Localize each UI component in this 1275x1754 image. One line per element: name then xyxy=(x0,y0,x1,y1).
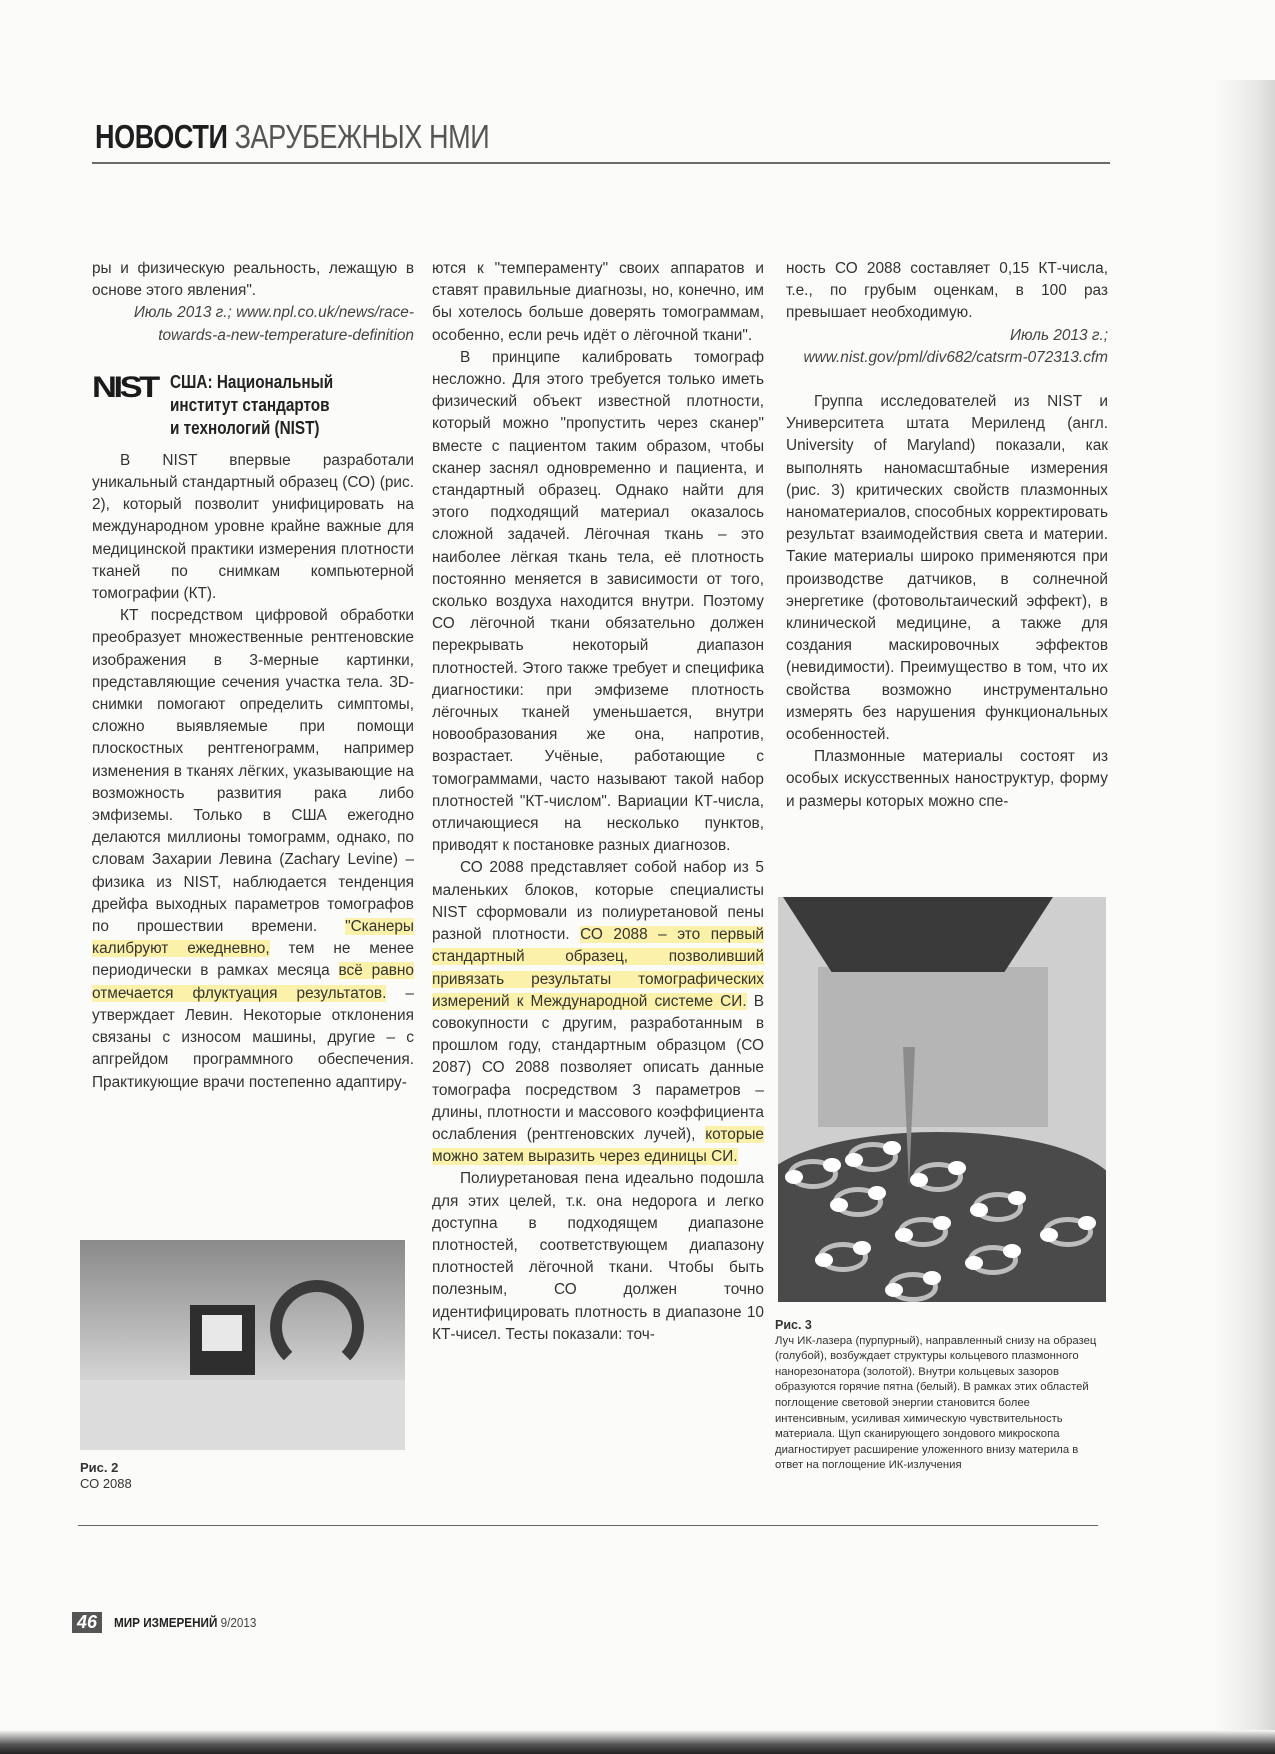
text: тем не менее периодически в рамках месяца xyxy=(92,940,414,980)
laser-beam xyxy=(818,967,1048,1127)
text: КТ посредством цифровой обработки преобразует множественные рентгеновские изображения в 3-мерные картинки, представляющие сечения участка тела. 3D-снимки помогают определить симптомы, сложно выявляемые при помощи плоскостных рентгенограмм, например изменения в тканях лёгких, указывающие на возможность развития рака либо эмфиземы. Только в США ежегодно делаются миллионы томограмм, однако, по словам Захарии Левина (Zachary Levine) – физика из NIST, наблюдается тенденция дрейфа выходных параметров томографов по прошествии времени. xyxy=(92,607,414,936)
figure-caption-text: Луч ИК-лазера (пурпурный), направленный снизу на образец (голубой), возбуждает структуры кольцевого плазмонного нанорезонатора (золотой). Внутри кольцевых зазоров образуются горячие пятна (белый). В рамках этих областей поглощение световой энергии становится более интенсивным, усиливая химическую чувствительность материала. Щуп сканирующего зондового микроскопа диагностирует расширение уложенного внизу материла в ответ на поглощение ИК-излучения xyxy=(775,1334,1097,1472)
highlighted-text: "Сканеры калибруют ежедневно, xyxy=(92,918,414,958)
column-2 xyxy=(432,258,764,1346)
resonator-ring xyxy=(913,1162,963,1192)
text: СО 2088 представляет собой набор из 5 маленьких блоков, которые специалисты NIST сформовали из полиуретановой пены разной плотности. xyxy=(432,859,764,944)
figure-label: Рис. 2 xyxy=(80,1460,119,1475)
bottom-rule xyxy=(78,1525,1098,1526)
paragraph: Группа исследователей из NIST и Университета штата Мериленд (англ. University of Maryland) показали, как выполнять наномасштабные измерения (рис. 3) критических свойств плазмонных наноматериалов, способных корректировать результат взаимодействия света и материи. Такие материалы широко применяются при производстве датчиков, в солнечной энергетике (фотовольтаический эффект), в клинической медицине, а также для создания маскировочных эффектов (невидимости). Преимущество в том, что их свойства возможно инструментально измерять без нарушения функциональных особенностей. xyxy=(786,393,1108,744)
figure-3-caption xyxy=(775,1318,1105,1474)
source-citation: Июль 2013 г.; www.npl.co.uk/news/race-towards-a-new-temperature-definition xyxy=(133,304,414,344)
heading-line: США: Национальный xyxy=(170,371,334,392)
resonator-ring xyxy=(973,1192,1023,1222)
phantom-box xyxy=(190,1305,255,1375)
title-light: ЗАРУБЕЖНЫХ НМИ xyxy=(234,118,490,155)
scan-shadow xyxy=(1215,80,1275,1740)
magazine-name xyxy=(114,1615,256,1630)
figure-3-image xyxy=(778,897,1106,1302)
page-footer xyxy=(72,1612,272,1633)
figure-label: Рис. 3 xyxy=(775,1318,812,1332)
box-label xyxy=(202,1315,242,1351)
figure-2-image xyxy=(80,1240,405,1450)
scan-edge xyxy=(0,1730,1275,1754)
source-citation: Июль 2013 г.; www.nist.gov/pml/div682/catsrm-072313.cfm xyxy=(803,326,1108,366)
highlighted-text: СО 2088 – это первый стандартный образец, позволивший привязать результаты томографических измерений к Международной системе СИ. xyxy=(432,926,764,1010)
heading-line: и технологий (NIST) xyxy=(170,417,320,438)
resonator-ring xyxy=(818,1242,868,1272)
paragraph: Плазмонные материалы состоят из особых искусственных наноструктур, форму и размеры которых можно спе- xyxy=(786,748,1108,810)
highlighted-text: всё равно отмечается флуктуация результатов. xyxy=(92,962,414,1002)
issue-number: 9/2013 xyxy=(220,1615,257,1630)
magazine-title: МИР ИЗМЕРЕНИЙ xyxy=(114,1615,218,1630)
page-title xyxy=(95,118,489,156)
heading-line: институт стандартов xyxy=(170,394,330,415)
figure-caption-text: СО 2088 xyxy=(80,1476,132,1491)
paragraph: В принципе калибровать томограф несложно. Для этого требуется только иметь физический объект известной плотности, который можно "пропустить через сканер" вместе с пациентом таким образом, чтобы сканер заснял одновременно и пациента, и стандартный образец. Однако найти для этого подходящий материал оказалось сложной задачей. Лёгочная ткань – это наиболее лёгкая ткань тела, её плотность постоянно меняется в зависимости от того, сколько воздуха находится внутри. Поэтому СО лёгочной ткани обязательно должен перекрывать некоторый диапазон плотностей. Этого также требует и специфика диагностики: при эмфиземе плотность лёгочных тканей уменьшается, внутри новообразования же она, напротив, возрастает. Учёные, работающие с томограммами, часто называют такой набор плотностей "КТ-числом". Вариации КТ-числа, отличающиеся на несколько пунктов, приводят к постановке разных диагнозов. xyxy=(432,348,764,855)
resonator-ring xyxy=(898,1217,948,1247)
resonator-ring xyxy=(833,1187,883,1217)
probe-tip xyxy=(903,1047,915,1187)
paragraph: Полиуретановая пена идеально подошла для этих целей, т.к. она недорога и легко доступна в подходящем диапазоне плотностей, соответствующем диапазону плотностей лёгочной ткани. Чтобы быть полезным, СО должен точно идентифицировать плотность в диапазоне 10 КТ-чисел. Тесты показали: точ- xyxy=(432,1170,764,1343)
resonator-ring xyxy=(848,1142,898,1172)
text: В совокупности с другим, разработанным в прошлом году, стандартным образцом (СО 2087) СО 2088 позволяет описать данные томографа посредством 3 параметров – длины, плотности и массового коэффициента ослабления (рентгеновских лучей), xyxy=(432,992,764,1143)
paragraph xyxy=(92,605,414,1093)
scanner-gantry xyxy=(270,1280,364,1374)
nist-logo: NIST xyxy=(92,370,157,404)
figure-2-caption xyxy=(80,1460,132,1492)
resonator-ring xyxy=(788,1159,838,1189)
resonator-ring xyxy=(888,1272,938,1302)
paragraph: В NIST впервые разработали уникальный стандартный образец (СО) (рис. 2), который позволит унифицировать на международном уровне крайне важные для медицинской практики измерения плотности тканей по снимкам компьютерной томографии (КТ). xyxy=(92,451,414,603)
paragraph: ры и физическую реальность, лежащую в основе этого явления". xyxy=(92,260,414,300)
column-1 xyxy=(92,258,414,1094)
section-heading xyxy=(170,371,333,440)
scanner-bed xyxy=(80,1380,405,1450)
section-header xyxy=(92,371,414,440)
paragraph: ность СО 2088 составляет 0,15 КТ-числа, т.е., по грубым оценкам, в 100 раз превышает необходимую. xyxy=(786,260,1108,322)
objective-lens xyxy=(783,897,1053,972)
column-3 xyxy=(786,258,1108,813)
paragraph xyxy=(432,857,764,1168)
resonator-ring xyxy=(968,1245,1018,1275)
highlighted-text: которые можно затем выразить через единицы СИ. xyxy=(432,1125,764,1166)
text: – утверждает Левин. Некоторые отклонения связаны с износом машины, другие – с апгрейдом программного обеспечения. Практикующие врачи постепенно адаптиру- xyxy=(92,984,414,1091)
title-rule xyxy=(92,162,1110,164)
title-bold: НОВОСТИ xyxy=(95,118,228,155)
resonator-ring xyxy=(1043,1217,1093,1247)
paragraph: ются к "темпераменту" своих аппаратов и ставят правильные диагнозы, но, конечно, им бы хотелось больше доверять томограммам, особенно, если речь идёт о лёгочной ткани". xyxy=(432,260,764,344)
page-number: 46 xyxy=(72,1612,102,1633)
